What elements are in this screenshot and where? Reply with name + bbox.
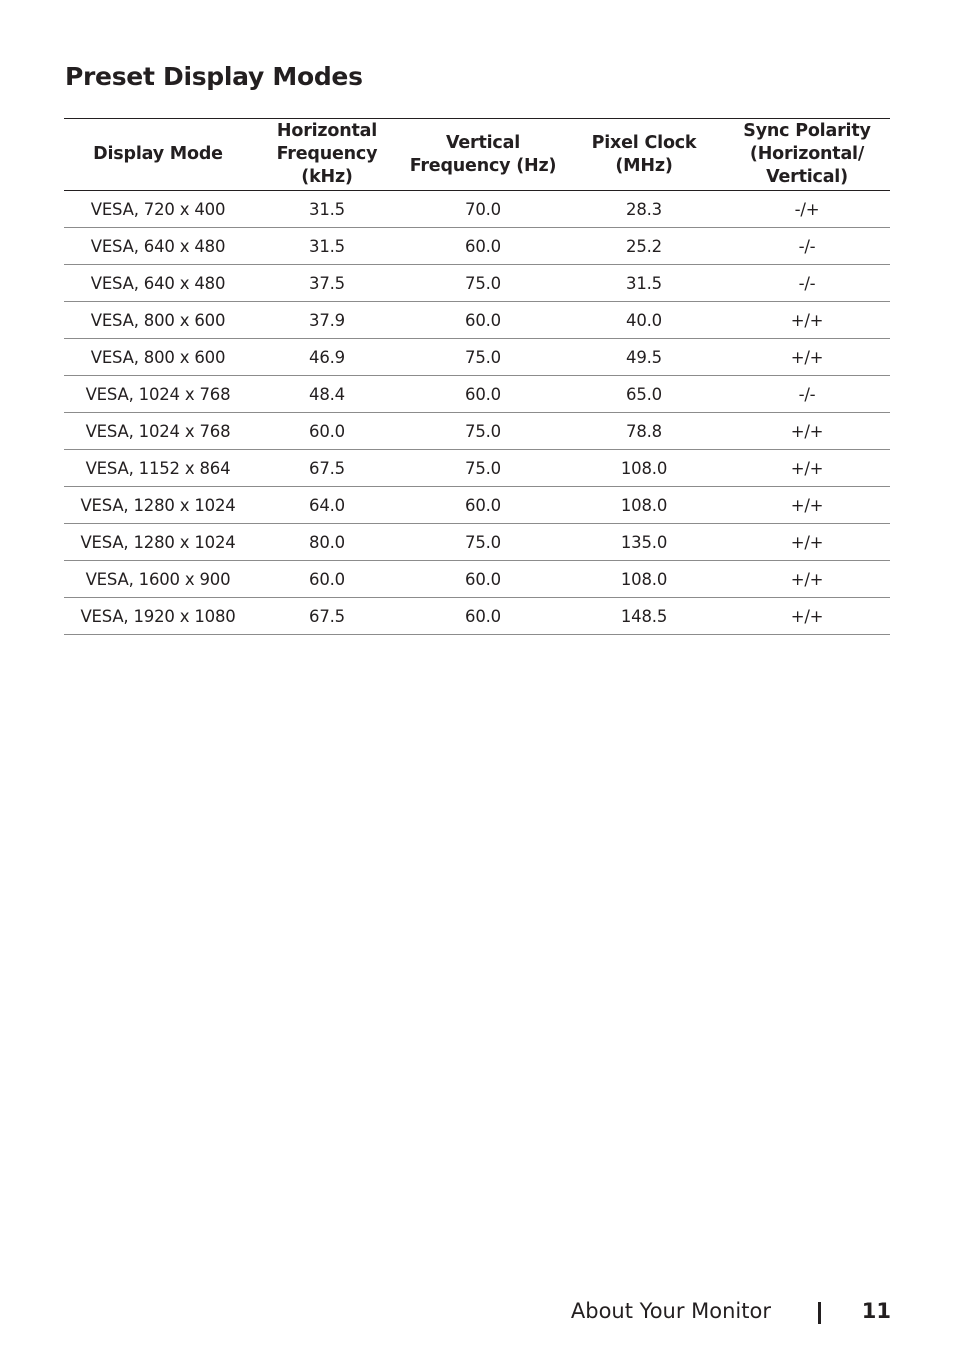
pixel-clock-cell: 25.2: [626, 236, 662, 256]
page-title: Preset Display Modes: [65, 62, 363, 91]
vertical-frequency-cell: 75.0: [465, 532, 501, 552]
display-mode-cell: VESA, 1024 x 768: [85, 384, 231, 404]
pixel-clock-cell: 40.0: [626, 310, 662, 330]
horizontal-frequency-cell: 60.0: [309, 569, 345, 589]
header-line: (Horizontal/: [749, 144, 865, 164]
header-line: Vertical): [766, 167, 848, 187]
header-line: Frequency: [276, 144, 378, 164]
vertical-frequency-cell: 60.0: [465, 606, 501, 626]
sync-polarity-cell: +/+: [790, 569, 824, 589]
table-row: [64, 376, 890, 413]
table-row: [64, 524, 890, 561]
sync-polarity-cell: +/+: [790, 606, 824, 626]
vertical-frequency-cell: 75.0: [465, 458, 501, 478]
pixel-clock-cell: 78.8: [626, 421, 662, 441]
pixel-clock-cell: 49.5: [626, 347, 662, 367]
horizontal-frequency-cell: 60.0: [309, 421, 345, 441]
header-line: Pixel Clock: [591, 132, 697, 153]
pixel-clock-cell: 65.0: [626, 384, 662, 404]
horizontal-frequency-cell: 48.4: [309, 384, 345, 404]
sync-polarity-cell: +/+: [790, 532, 824, 552]
header-line: Sync Polarity: [743, 121, 871, 141]
sync-polarity-cell: +/+: [790, 310, 824, 330]
table-row: [64, 191, 890, 228]
horizontal-frequency-cell: 37.9: [309, 310, 345, 330]
footer-divider: [818, 1302, 821, 1324]
vertical-frequency-cell: 60.0: [465, 495, 501, 515]
pixel-clock-cell: 28.3: [626, 199, 662, 219]
horizontal-frequency-cell: 31.5: [309, 236, 345, 256]
sync-polarity-cell: -/-: [798, 384, 816, 404]
sync-polarity-cell: +/+: [790, 421, 824, 441]
page-number: 11: [861, 1299, 891, 1323]
preset-display-modes-table: [64, 118, 890, 635]
pixel-clock-cell: 31.5: [626, 273, 662, 293]
table-row: [64, 413, 890, 450]
header-line: Horizontal: [276, 121, 378, 141]
display-mode-cell: VESA, 800 x 600: [90, 347, 226, 367]
page-footer: [0, 1299, 954, 1329]
display-mode-cell: VESA, 720 x 400: [90, 199, 226, 219]
vertical-frequency-cell: 75.0: [465, 273, 501, 293]
header-pixel-clock: [564, 119, 724, 191]
vertical-frequency-cell: 60.0: [465, 310, 501, 330]
sync-polarity-cell: -/-: [798, 236, 816, 256]
sync-polarity-cell: -/+: [794, 199, 820, 219]
horizontal-frequency-cell: 80.0: [309, 532, 345, 552]
display-mode-cell: VESA, 640 x 480: [90, 273, 226, 293]
display-mode-cell: VESA, 1280 x 1024: [80, 495, 236, 515]
horizontal-frequency-cell: 67.5: [309, 606, 345, 626]
header-display-mode-label: Display Mode: [93, 144, 223, 164]
sync-polarity-cell: -/-: [798, 273, 816, 293]
display-mode-cell: VESA, 800 x 600: [90, 310, 226, 330]
sync-polarity-cell: +/+: [790, 347, 824, 367]
table-row: [64, 265, 890, 302]
table-row: [64, 561, 890, 598]
table-row: [64, 302, 890, 339]
header-sync-polarity: [724, 119, 890, 191]
horizontal-frequency-cell: 64.0: [309, 495, 345, 515]
pixel-clock-cell: 148.5: [620, 606, 668, 626]
display-mode-cell: VESA, 1920 x 1080: [80, 606, 236, 626]
header-display-mode: [64, 119, 252, 191]
footer-section-title: About Your Monitor: [570, 1299, 771, 1323]
horizontal-frequency-cell: 46.9: [309, 347, 345, 367]
table-row: [64, 339, 890, 376]
table-body: [64, 191, 890, 635]
table-row: [64, 450, 890, 487]
display-mode-cell: VESA, 1600 x 900: [85, 569, 231, 589]
pixel-clock-cell: 108.0: [620, 458, 668, 478]
horizontal-frequency-cell: 37.5: [309, 273, 345, 293]
vertical-frequency-cell: 70.0: [465, 199, 501, 219]
vertical-frequency-cell: 60.0: [465, 384, 501, 404]
header-vertical-frequency: [402, 119, 564, 191]
horizontal-frequency-cell: 67.5: [309, 458, 345, 478]
vertical-frequency-cell: 75.0: [465, 347, 501, 367]
header-horizontal-frequency: [252, 119, 402, 191]
display-mode-cell: VESA, 640 x 480: [90, 236, 226, 256]
sync-polarity-cell: +/+: [790, 495, 824, 515]
header-line: Frequency (Hz): [409, 155, 557, 176]
pixel-clock-cell: 108.0: [620, 569, 668, 589]
header-line: (MHz): [615, 155, 673, 176]
table-row: [64, 598, 890, 635]
table-row: [64, 228, 890, 265]
pixel-clock-cell: 108.0: [620, 495, 668, 515]
vertical-frequency-cell: 75.0: [465, 421, 501, 441]
header-line: (kHz): [301, 167, 353, 187]
horizontal-frequency-cell: 31.5: [309, 199, 345, 219]
display-mode-cell: VESA, 1152 x 864: [85, 458, 231, 478]
display-mode-cell: VESA, 1024 x 768: [85, 421, 231, 441]
sync-polarity-cell: +/+: [790, 458, 824, 478]
display-mode-cell: VESA, 1280 x 1024: [80, 532, 236, 552]
pixel-clock-cell: 135.0: [620, 532, 668, 552]
table-header-row: [64, 119, 890, 191]
vertical-frequency-cell: 60.0: [465, 569, 501, 589]
vertical-frequency-cell: 60.0: [465, 236, 501, 256]
table-row: [64, 487, 890, 524]
header-line: Vertical: [445, 132, 521, 153]
